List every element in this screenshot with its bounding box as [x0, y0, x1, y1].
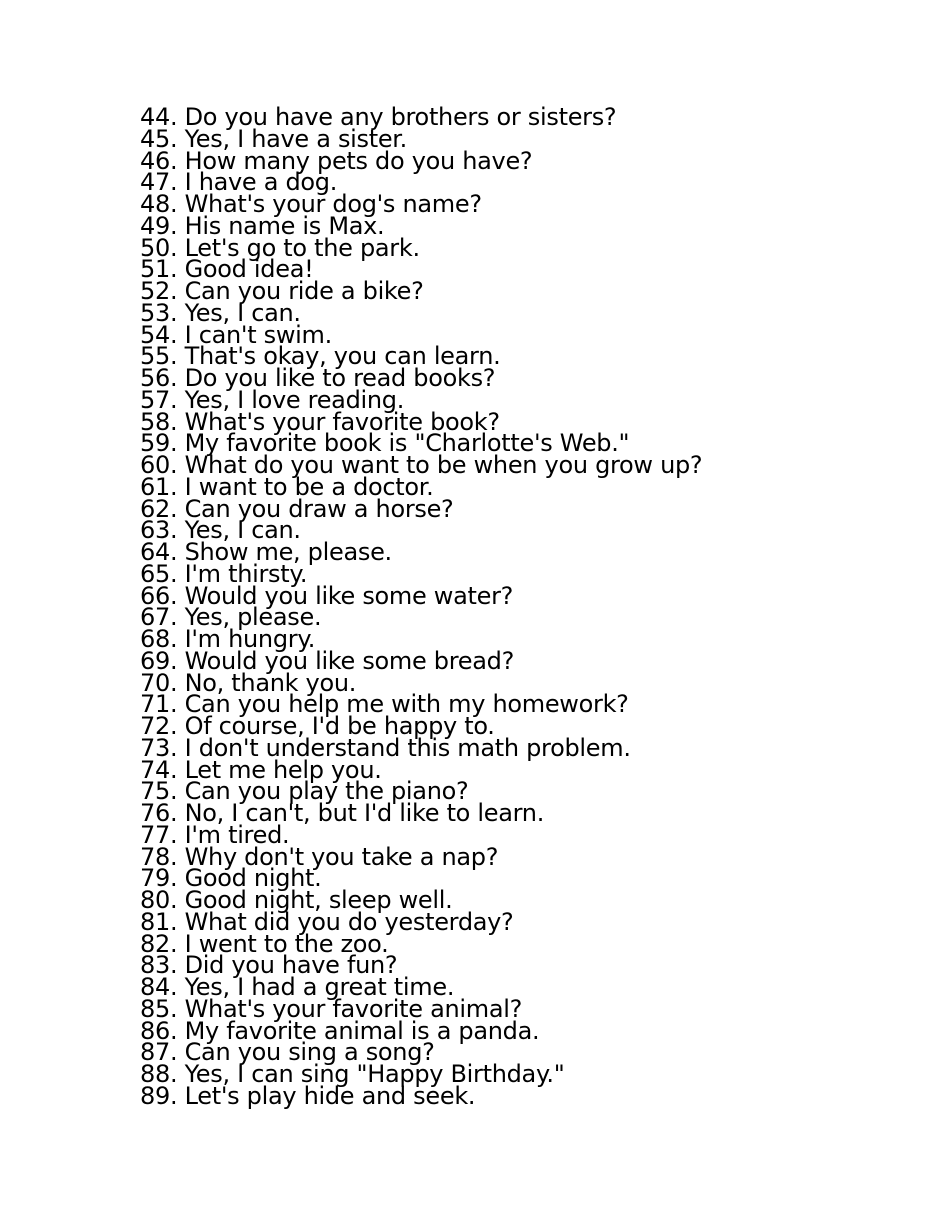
- list-item: 80. Good night, sleep well.: [140, 886, 453, 914]
- list-item: 82. I went to the zoo.: [140, 929, 389, 958]
- list-item: 87. Can you sing a song?: [140, 1038, 435, 1067]
- list-item: 77. I'm tired.: [140, 820, 290, 849]
- list-item: 54. I can't swim.: [140, 320, 332, 349]
- list-item: 76. No, I can't, but I'd like to learn.: [140, 799, 545, 827]
- list-item: 59. My favorite book is "Charlotte's Web.": [140, 429, 630, 458]
- list-item: 67. Yes, please.: [140, 603, 322, 632]
- list-item: 49. His name is Max.: [140, 211, 385, 240]
- list-item: 68. I'm hungry.: [140, 625, 316, 653]
- list-item: 60. What do you want to be when you grow up?: [140, 451, 703, 479]
- list-item: 73. I don't understand this math problem.: [140, 733, 631, 762]
- list-item: 78. Why don't you take a nap?: [140, 842, 499, 871]
- list-item: 63. Yes, I can.: [140, 516, 301, 545]
- list-item: 61. I want to be a doctor.: [140, 472, 434, 501]
- list-item: 46. How many pets do you have?: [140, 146, 533, 175]
- list-item: 57. Yes, I love reading.: [140, 385, 405, 414]
- list-item: 65. I'm thirsty.: [140, 559, 308, 588]
- list-item: 47. I have a dog.: [140, 168, 338, 197]
- list-item: 52. Can you ride a bike?: [140, 277, 424, 305]
- list-item: 69. Would you like some bread?: [140, 646, 515, 675]
- list-item: 53. Yes, I can.: [140, 298, 301, 327]
- dialogue-list: [140, 103, 880, 1110]
- list-item: 88. Yes, I can sing "Happy Birthday.": [140, 1060, 565, 1088]
- list-item: 62. Can you draw a horse?: [140, 494, 454, 523]
- list-item: 51. Good idea!: [140, 255, 314, 284]
- list-item: 83. Did you have fun?: [140, 951, 398, 980]
- list-item: 56. Do you like to read books?: [140, 364, 496, 392]
- list-item: 89. Let's play hide and seek.: [140, 1081, 476, 1110]
- list-item: 85. What's your favorite animal?: [140, 994, 523, 1023]
- list-item: 75. Can you play the piano?: [140, 777, 469, 806]
- list-item: 58. What's your favorite book?: [140, 407, 500, 436]
- list-item: 71. Can you help me with my homework?: [140, 690, 629, 719]
- list-item: 66. Would you like some water?: [140, 581, 514, 610]
- list-item: 55. That's okay, you can learn.: [140, 342, 501, 371]
- list-item: 86. My favorite animal is a panda.: [140, 1016, 540, 1045]
- list-item: 45. Yes, I have a sister.: [140, 124, 408, 153]
- list-item: 79. Good night.: [140, 864, 322, 893]
- list-item: 64. Show me, please.: [140, 538, 392, 566]
- list-item: 81. What did you do yesterday?: [140, 907, 514, 936]
- list-item: 48. What's your dog's name?: [140, 190, 482, 218]
- list-item: 44. Do you have any brothers or sisters?: [140, 103, 617, 131]
- list-item: 84. Yes, I had a great time.: [140, 973, 455, 1001]
- list-item: 50. Let's go to the park.: [140, 233, 420, 262]
- list-item: 70. No, thank you.: [140, 668, 357, 697]
- list-item: 72. Of course, I'd be happy to.: [140, 712, 495, 740]
- list-item: 74. Let me help you.: [140, 755, 382, 784]
